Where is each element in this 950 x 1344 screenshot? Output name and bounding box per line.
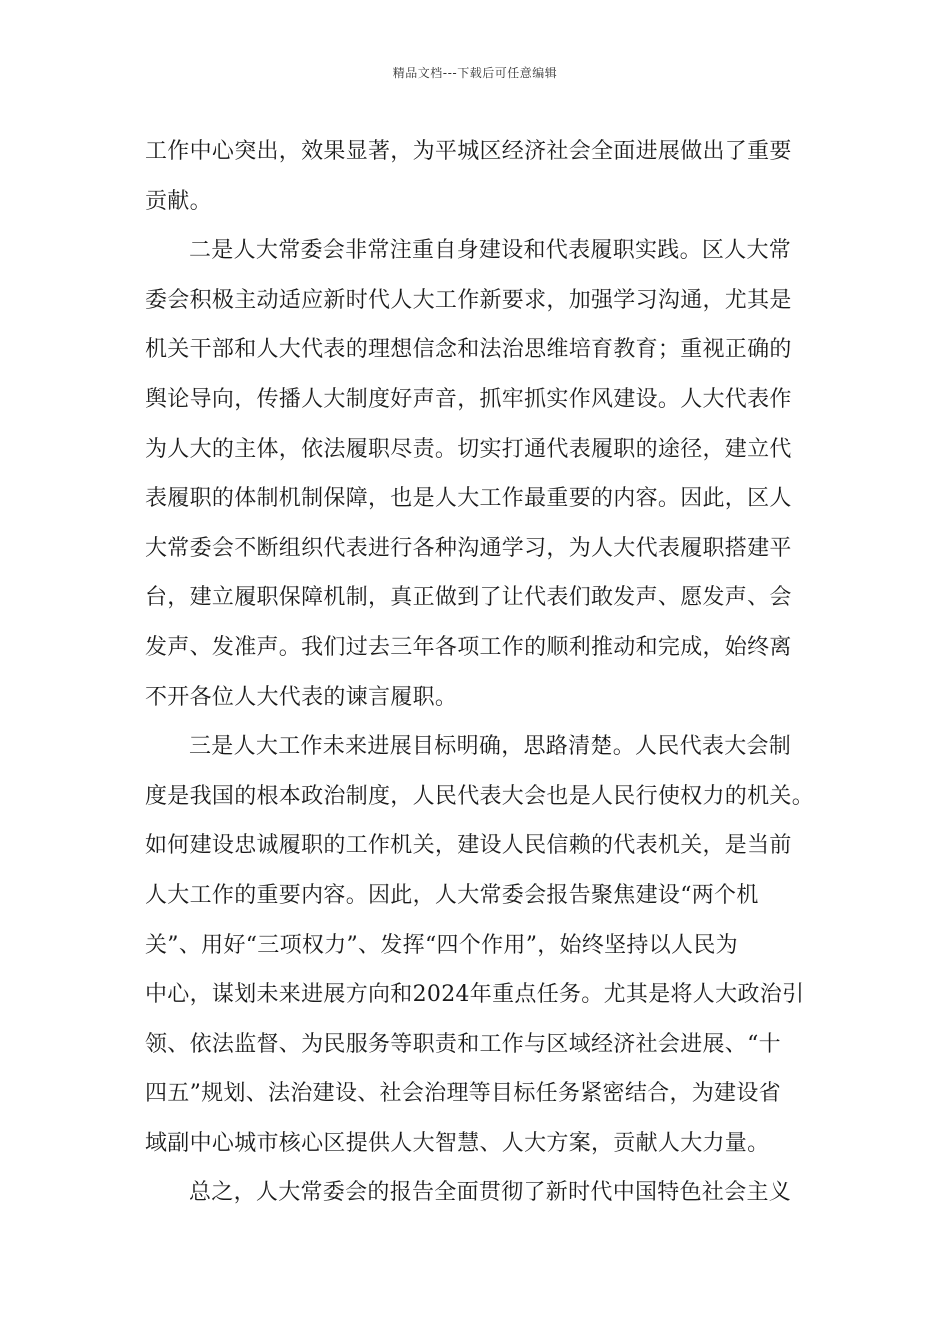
text-line: 工作中心突出，效果显著，为平城区经济社会全面进展做出了重要 xyxy=(145,139,792,164)
paragraph-start-line: 二是人大常委会非常注重自身建设和代表履职实践。区人大常 xyxy=(189,238,792,264)
text-line: 为人大的主体，依法履职尽责。切实打通代表履职的途径，建立代 xyxy=(145,436,792,462)
text-line: 表履职的体制机制保障，也是人大工作最重要的内容。因此，区人 xyxy=(145,486,792,512)
text-line: 机关干部和人大代表的理想信念和法治思维培育教育；重视正确的 xyxy=(145,337,792,363)
paragraph-start-line: 三是人大工作未来进展目标明确，思路清楚。人民代表大会制 xyxy=(189,734,792,760)
text-line: 度是我国的根本政治制度，人民代表大会也是人民行使权力的机关。 xyxy=(145,783,815,809)
text-line: 发声、发准声。我们过去三年各项工作的顺利推动和完成，始终离 xyxy=(145,634,792,660)
text-line: 域副中心城市核心区提供人大智慧、人大方案，贡献人大力量。 xyxy=(145,1130,770,1156)
text-line: 四五”规划、法治建设、社会治理等目标任务紧密结合，为建设省 xyxy=(145,1081,781,1107)
page-header: 精品文档---下载后可任意编辑 xyxy=(392,66,558,80)
text-line: 中心，谋划未来进展方向和2024年重点任务。尤其是将人大政治引 xyxy=(145,982,805,1008)
text-line: 台，建立履职保障机制，真正做到了让代表们敢发声、愿发声、会 xyxy=(145,585,792,611)
paragraph-start-line: 总之，人大常委会的报告全面贯彻了新时代中国特色社会主义 xyxy=(189,1180,792,1206)
text-line: 不开各位人大代表的谏言履职。 xyxy=(145,684,458,710)
body-text xyxy=(145,127,825,1218)
text-line: 关”、用好“三项权力”、发挥“四个作用”，始终坚持以人民为 xyxy=(145,932,738,958)
text-line: 如何建设忠诚履职的工作机关，建设人民信赖的代表机关，是当前 xyxy=(145,833,792,859)
text-line: 贡献。 xyxy=(145,188,212,214)
text-line: 大常委会不断组织代表进行各种沟通学习，为人大代表履职搭建平 xyxy=(145,535,792,561)
text-line: 舆论导向，传播人大制度好声音，抓牢抓实作风建设。人大代表作 xyxy=(145,386,792,412)
text-line: 委会积极主动适应新时代人大工作新要求，加强学习沟通，尤其是 xyxy=(145,287,792,313)
text-line: 人大工作的重要内容。因此，人大常委会报告聚焦建设“两个机 xyxy=(145,882,759,908)
text-line: 领、依法监督、为民服务等职责和工作与区域经济社会进展、“十 xyxy=(145,1031,781,1057)
